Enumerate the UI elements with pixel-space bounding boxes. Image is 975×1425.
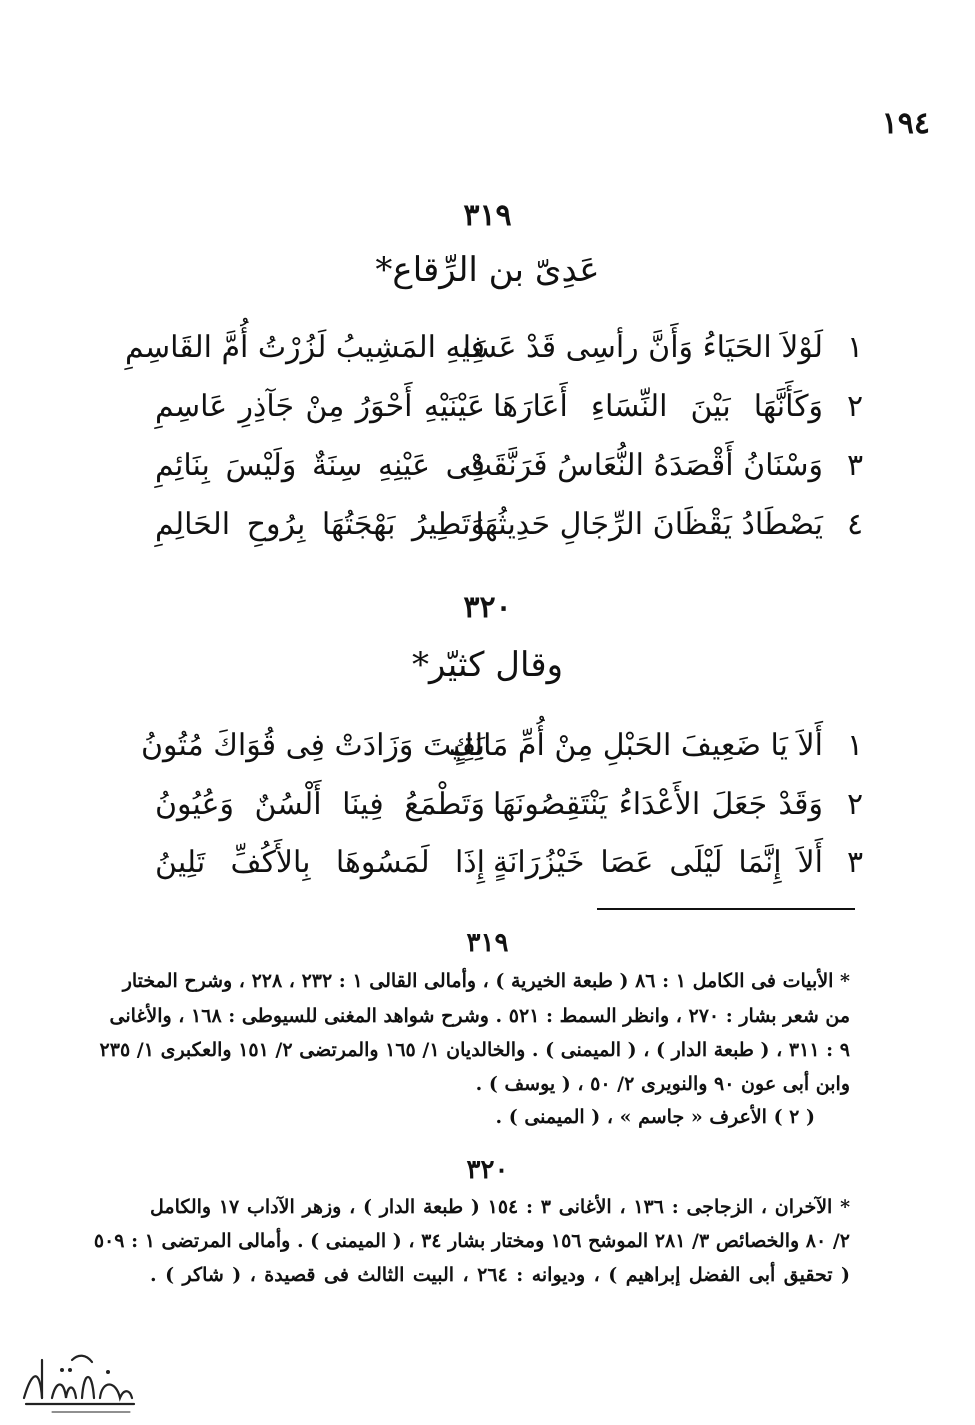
footnote-line: ( ٢ ) الأعرف « جاسم » ، ( الميمنى ) . [495, 1106, 815, 1128]
verse-first-hemistich: يَصْطَادُ يَقْظَانَ الرِّجَالِ حَدِيثُهَا [475, 507, 823, 542]
verse [155, 507, 875, 551]
verse-first-hemistich: وَقَدْ جَعَلَ الأَعْدَاءُ يَنْتَقِصُونَهَا [493, 787, 823, 822]
verse-number: ٢ [846, 389, 864, 424]
poem-number: ٣٢٠ [463, 590, 512, 625]
verse-second-hemistich: فِى عَيْنِهِ سِنَةٌ وَلَيْسَ بِنَائِمِ [155, 448, 485, 483]
verse [141, 728, 875, 772]
verse-number: ٣ [846, 845, 864, 880]
footnote-line: ٢/ ٨٠ والخصائص ٣/ ٢٨١ الموشح ١٥٦ ومختار بشار ٣٤ ، ( الميمنى ) . وأمالى المرتضى ١ : ٥٠٩ [93, 1230, 850, 1252]
verse-number: ٢ [846, 787, 864, 822]
verse-first-hemistich: أَلاَ يَا ضَعِيفَ الحَبْلِ مِنْ أُمِّ مَالِكٍ [448, 728, 823, 763]
watermark-logo [12, 1340, 142, 1420]
verse-second-hemistich: وَتَطِيرُ بَهْجَتُهَا بِرُوحِ الحَالِمِ [155, 507, 485, 542]
footnote-line: ( تحقيق أبى الفضل إبراهيم ) ، وديوانه : ٢٦٤ ، البيت الثالث فى قصيدة ، ( شاكر ) . [150, 1264, 850, 1286]
footnote-line: ٩ : ٣١١ ، ( طبعة الدار ) ، ( الميمنى ) . والخالديان ١/ ١٦٥ والمرتضى ٢/ ١٥١ والعكبرى ١/ ٢٣٥ [99, 1039, 850, 1061]
verse-number: ١ [846, 330, 864, 365]
footnote-line: * الآخران ، الزجاجى : ١٣٦ ، الأغانى ٣ : ١٥٤ ( طبعة الدار ) ، وزهر الآداب ١٧ والكامل [150, 1196, 851, 1218]
verse [125, 330, 875, 374]
verse [155, 845, 875, 889]
verse [155, 787, 875, 831]
verse-first-hemistich: لَوْلاَ الحَيَاءُ وَأَنَّ رأسِى قَدْ عَسَا [462, 330, 823, 365]
verse [155, 448, 875, 492]
footnote-line: * الأبيات فى الكامل ١ : ٨٦ ( طبعة الخيرية ) ، وأمالى القالى ١ : ٢٣٢ ، ٢٢٨ ، وشرح المختار [122, 970, 850, 992]
verse-number: ٤ [846, 507, 864, 542]
verse-number: ١ [846, 728, 864, 763]
verse-second-hemistich: عَيْنَيْهِ أَحْوَرُ مِنْ جَآذِرِ عَاسِمِ [155, 389, 485, 424]
verse [155, 389, 875, 433]
poet-name: وقال كثيّر* [411, 645, 563, 685]
footnote-heading: ٣١٩ [466, 928, 509, 958]
poet-name: عَدِىّ بن الرِّقاع* [375, 250, 600, 290]
verse-second-hemistich: إِذَا لَمَسُوهَا بِالأَكُفِّ تَلِينُ [155, 845, 485, 880]
footnote-heading: ٣٢٠ [466, 1155, 509, 1185]
page-number: ١٩٤ [881, 106, 930, 141]
verse-first-hemistich: وَكَأَنَّهَا بَيْنَ النِّسَاءِ أَعَارَهَا [493, 389, 823, 424]
verse-first-hemistich: أَلاَ إِنَّمَا لَيْلَى عَصَا خَيْزُرَانَةٍ [493, 845, 823, 880]
footnote-line: من شعر بشار : ٢٧٠ ، وانظر السمط : ٥٢١ . وشرح شواهد المغنى للسيوطى : ١٦٨ ، والأغانى [109, 1005, 850, 1027]
footnote-divider [597, 908, 855, 910]
verse-second-hemistich: بَقِيتَ وَزَادَتْ فِى قُوَاكَ مُتُونُ [141, 728, 485, 763]
verse-number: ٣ [846, 448, 864, 483]
poem-number: ٣١٩ [463, 198, 512, 233]
verse-second-hemistich: وَتَطْمَعُ فِينَا أَلْسُنٌ وَعُيُونُ [155, 787, 485, 822]
verse-first-hemistich: وَسْنَانُ أَقْصَدَهُ النُّعَاسُ فَرَنَّقَتْ [463, 448, 823, 483]
footnote-line: وابن أبى عون ٩٠ والنويرى ٢/ ٥٠ ، ( يوسف ) . [475, 1073, 850, 1095]
verse-second-hemistich: فِيهِ المَشِيبُ لَزُرْتُ أُمَّ القَاسِمِ [125, 330, 485, 365]
